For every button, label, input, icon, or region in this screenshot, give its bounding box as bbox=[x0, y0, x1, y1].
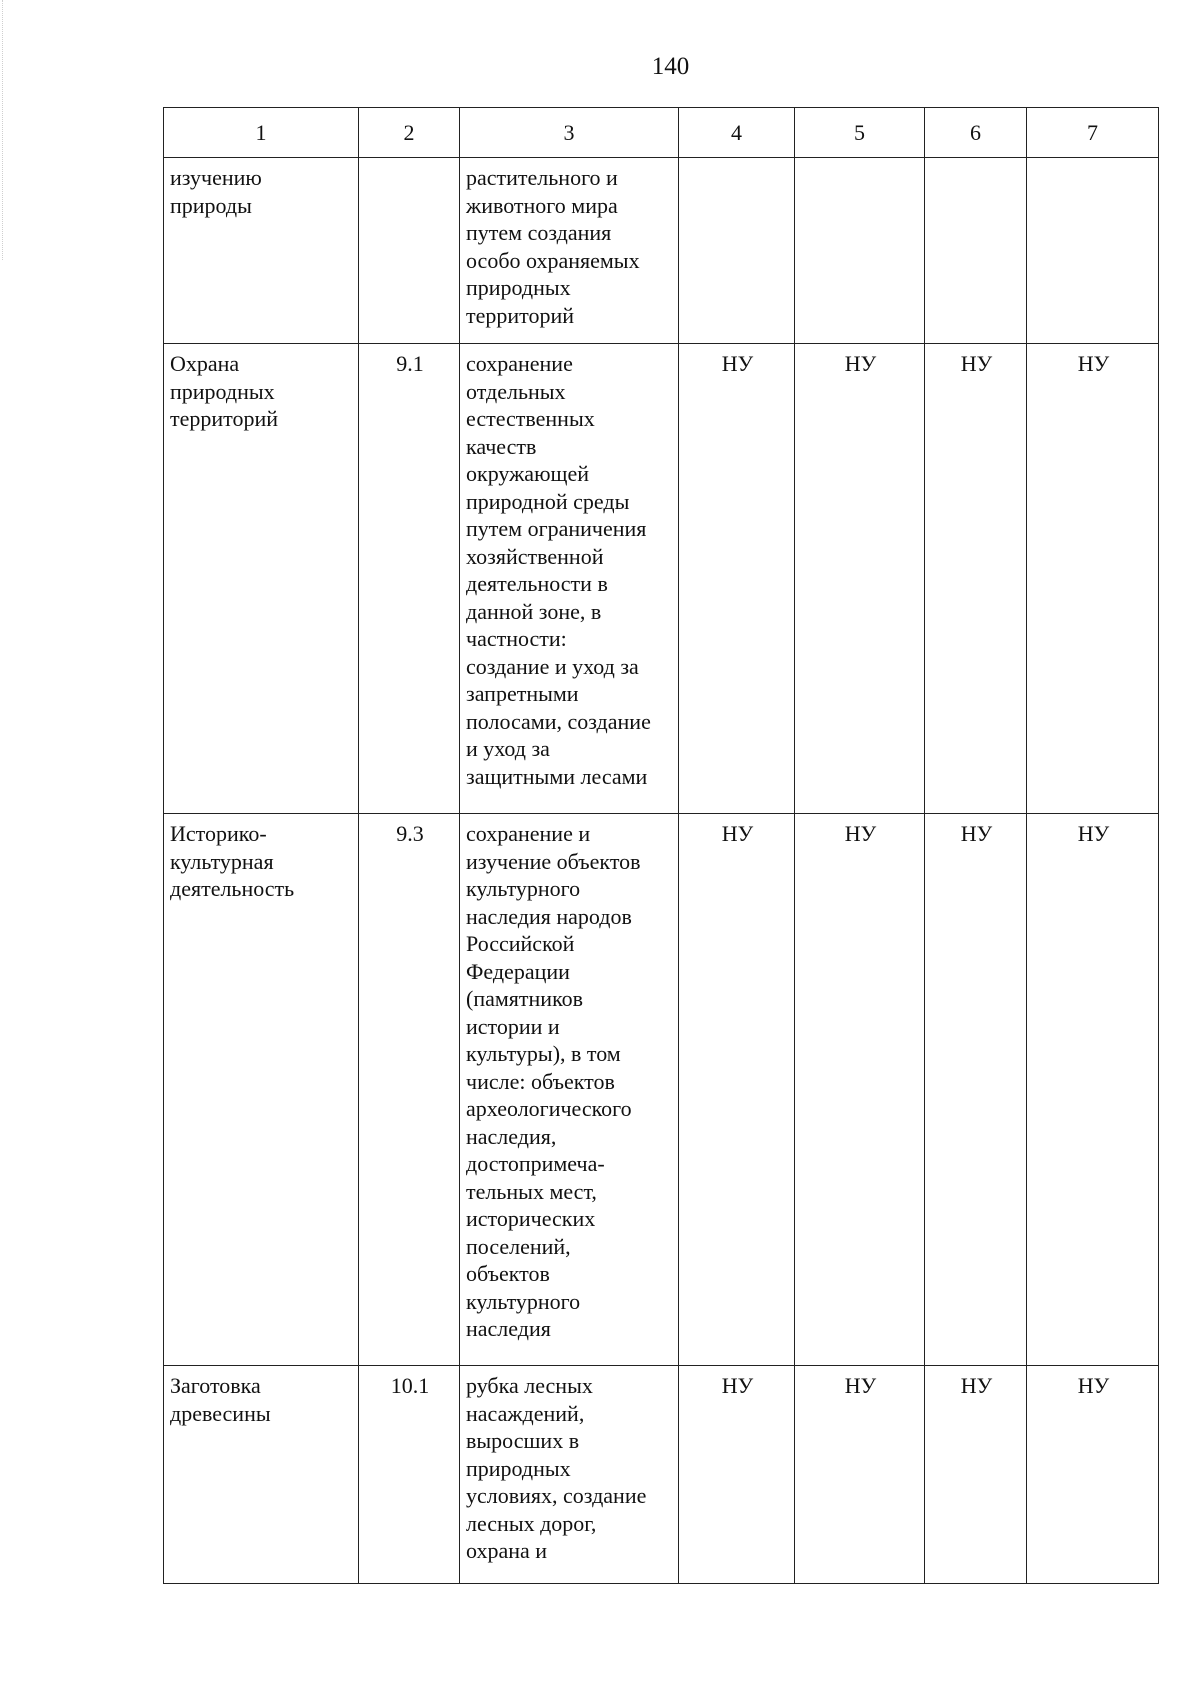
row-description-cell: сохранение отдельных естественных качеств окружающей природной среды путем ограничения хозяйственной деятельности в данной зоне, в частности: создание и уход за запретными полосами, создание и уход за защитными лесами bbox=[460, 344, 679, 814]
row-code-cell: 10.1 bbox=[359, 1366, 460, 1584]
column-header-7: 7 bbox=[1027, 108, 1159, 158]
row-col5-cell: НУ bbox=[795, 344, 925, 814]
row-col6-cell: НУ bbox=[925, 344, 1027, 814]
row-code-cell bbox=[359, 158, 460, 344]
row-col5-cell: НУ bbox=[795, 814, 925, 1366]
row-col4-cell: НУ bbox=[679, 814, 795, 1366]
column-header-3: 3 bbox=[460, 108, 679, 158]
table-row bbox=[164, 1366, 1159, 1584]
row-col7-cell: НУ bbox=[1027, 814, 1159, 1366]
row-col4-cell bbox=[679, 158, 795, 344]
row-code-cell: 9.3 bbox=[359, 814, 460, 1366]
column-header-5: 5 bbox=[795, 108, 925, 158]
row-col7-cell bbox=[1027, 158, 1159, 344]
row-col4-cell: НУ bbox=[679, 1366, 795, 1584]
column-header-2: 2 bbox=[359, 108, 460, 158]
row-col6-cell bbox=[925, 158, 1027, 344]
row-col7-cell: НУ bbox=[1027, 344, 1159, 814]
scan-edge-marks bbox=[2, 0, 6, 260]
row-description-cell: растительного и животного мира путем создания особо охраняемых природных территорий bbox=[460, 158, 679, 344]
row-col6-cell: НУ bbox=[925, 1366, 1027, 1584]
column-header-6: 6 bbox=[925, 108, 1027, 158]
table-row bbox=[164, 344, 1159, 814]
row-name-cell: Историко- культурная деятельность bbox=[164, 814, 359, 1366]
column-header-1: 1 bbox=[164, 108, 359, 158]
column-header-4: 4 bbox=[679, 108, 795, 158]
page-number: 140 bbox=[651, 53, 690, 80]
row-col4-cell: НУ bbox=[679, 344, 795, 814]
land-use-table bbox=[163, 107, 1159, 1584]
row-description-cell: рубка лесных насаждений, выросших в природных условиях, создание лесных дорог, охрана и bbox=[460, 1366, 679, 1584]
row-col6-cell: НУ bbox=[925, 814, 1027, 1366]
row-col5-cell bbox=[795, 158, 925, 344]
row-col7-cell: НУ bbox=[1027, 1366, 1159, 1584]
row-name-cell: Охрана природных территорий bbox=[164, 344, 359, 814]
row-code-cell: 9.1 bbox=[359, 344, 460, 814]
table-header-row bbox=[164, 108, 1159, 158]
table-row bbox=[164, 814, 1159, 1366]
row-name-cell: Заготовка древесины bbox=[164, 1366, 359, 1584]
row-description-cell: сохранение и изучение объектов культурного наследия народов Российской Федерации (памятников истории и культуры), в том числе: объектов археологического наследия, достопримеча- тельных мест, исторических поселений, объектов культурного наследия bbox=[460, 814, 679, 1366]
row-col5-cell: НУ bbox=[795, 1366, 925, 1584]
row-name-cell: изучению природы bbox=[164, 158, 359, 344]
table-row bbox=[164, 158, 1159, 344]
